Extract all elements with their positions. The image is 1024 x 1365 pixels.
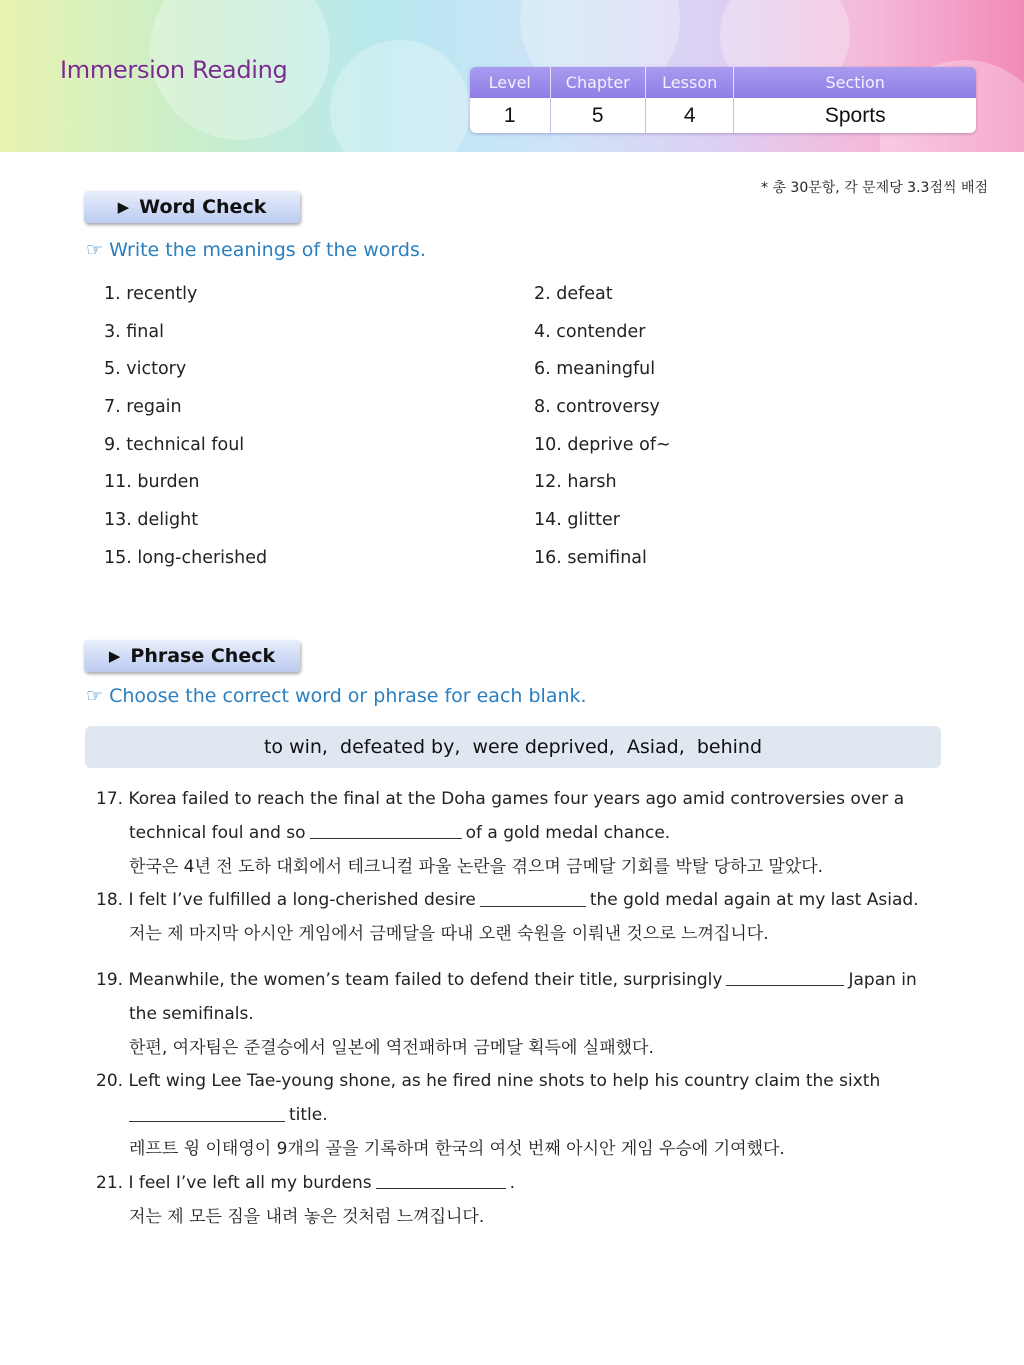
question-text: the semifinals. — [129, 1003, 254, 1024]
phrase-check-instruction: ☞ Choose the correct word or phrase for each blank. — [86, 685, 587, 707]
word-check-instruction: ☞ Write the meanings of the words. — [86, 239, 426, 261]
question-text: 19. Meanwhile, the women’s team failed to defend their title, surprisingly — [96, 969, 723, 990]
question-text: 20. Left wing Lee Tae-young shone, as he fired nine shots to help his country claim the sixth — [96, 1071, 881, 1092]
question-text: 18. I felt I’ve fulfilled a long-cherished desire — [96, 890, 476, 911]
word-item: 1. recently — [104, 284, 198, 304]
korean-translation: 저는 제 마지막 아시안 게임에서 금메달을 따내 오랜 숙원을 이뤄낸 것으로 느껴집니다. — [129, 924, 769, 945]
korean-translation: 레프트 윙 이태영이 9개의 골을 기록하며 한국의 여섯 번째 아시안 게임 우승에 기여했다. — [129, 1138, 785, 1159]
section-value: Sports — [824, 103, 886, 127]
word-check-tab — [84, 191, 300, 223]
level-header: Level — [470, 67, 551, 98]
word-item: 13. delight — [104, 510, 199, 531]
question-text: the gold medal again at my last Asiad. — [589, 890, 919, 911]
level-value: 1 — [470, 98, 551, 133]
question-17 — [96, 783, 956, 884]
word-bank-text: to win, defeated by, were deprived, Asiad, behind — [263, 736, 763, 758]
play-triangle-icon: ▶ — [117, 198, 130, 216]
word-list — [104, 284, 964, 586]
word-item: 2. defeat — [534, 284, 613, 304]
question-text-line — [96, 1167, 956, 1201]
question-20 — [96, 1065, 956, 1166]
word-item: 6. meaningful — [534, 359, 656, 380]
chapter-header: Chapter — [551, 67, 646, 98]
spacer — [96, 952, 956, 964]
question-text: of a gold medal chance. — [465, 822, 671, 843]
chapter-value: 5 — [551, 98, 646, 133]
lesson-info-table — [470, 67, 976, 133]
word-item: 14. glitter — [534, 510, 620, 531]
play-triangle-icon: ▶ — [108, 647, 121, 665]
word-item: 9. technical foul — [104, 434, 245, 455]
question-text: Japan in — [848, 969, 917, 990]
phrase-check-label: Phrase Check — [130, 645, 276, 667]
word-item: 11. burden — [104, 472, 200, 493]
korean-translation: 한편, 여자팀은 준결승에서 일본에 역전패하며 금메달 획득에 실패했다. — [129, 1037, 654, 1058]
word-item: 16. semifinal — [534, 547, 647, 568]
word-item: 12. harsh — [534, 472, 617, 493]
lesson-value: 4 — [646, 98, 734, 133]
word-item: 8. controversy — [534, 397, 660, 418]
word-item: 3. final — [104, 321, 164, 342]
question-text-line — [96, 1099, 956, 1133]
korean-translation: 저는 제 모든 짐을 내려 놓은 것처럼 느껴집니다. — [129, 1206, 485, 1227]
question-text-line — [96, 964, 956, 998]
decorative-bubble — [330, 40, 470, 152]
question-text: 17. Korea failed to reach the final at the Doha games four years ago amid controversies over a — [96, 789, 905, 809]
question-text: 21. I feel I’ve left all my burdens — [96, 1172, 372, 1193]
question-text: . — [509, 1172, 516, 1193]
question-list — [96, 783, 956, 1234]
brand-title: Immersion Reading — [60, 56, 288, 84]
word-item: 5. victory — [104, 359, 187, 380]
question-text: technical foul and so — [129, 822, 306, 843]
question-text-line — [96, 817, 956, 851]
answer-blank[interactable] — [726, 985, 844, 986]
answer-blank[interactable] — [480, 906, 586, 907]
word-bank-box — [85, 726, 941, 768]
phrase-check-tab — [84, 640, 300, 672]
question-19 — [96, 964, 956, 1065]
word-check-label: Word Check — [139, 196, 267, 218]
answer-blank[interactable] — [376, 1188, 506, 1189]
question-text: title. — [289, 1105, 328, 1126]
answer-blank[interactable] — [129, 1121, 285, 1122]
question-text-line — [96, 884, 956, 918]
word-item: 7. regain — [104, 397, 182, 418]
lesson-header: Lesson — [646, 67, 734, 98]
korean-translation: 한국은 4년 전 도하 대회에서 테크니컬 파울 논란을 겪으며 금메달 기회를 박탈 당하고 말았다. — [129, 856, 824, 877]
section-header: Section — [825, 73, 885, 92]
question-18 — [96, 884, 956, 952]
question-21 — [96, 1167, 956, 1235]
word-item: 4. contender — [534, 321, 646, 342]
header-banner — [0, 0, 1024, 152]
scoring-note: * 총 30문항, 각 문제당 3.3점씩 배점 — [761, 180, 988, 196]
word-item: 15. long-cherished — [104, 547, 268, 568]
word-item: 10. deprive of~ — [534, 434, 671, 455]
answer-blank[interactable] — [310, 838, 462, 839]
